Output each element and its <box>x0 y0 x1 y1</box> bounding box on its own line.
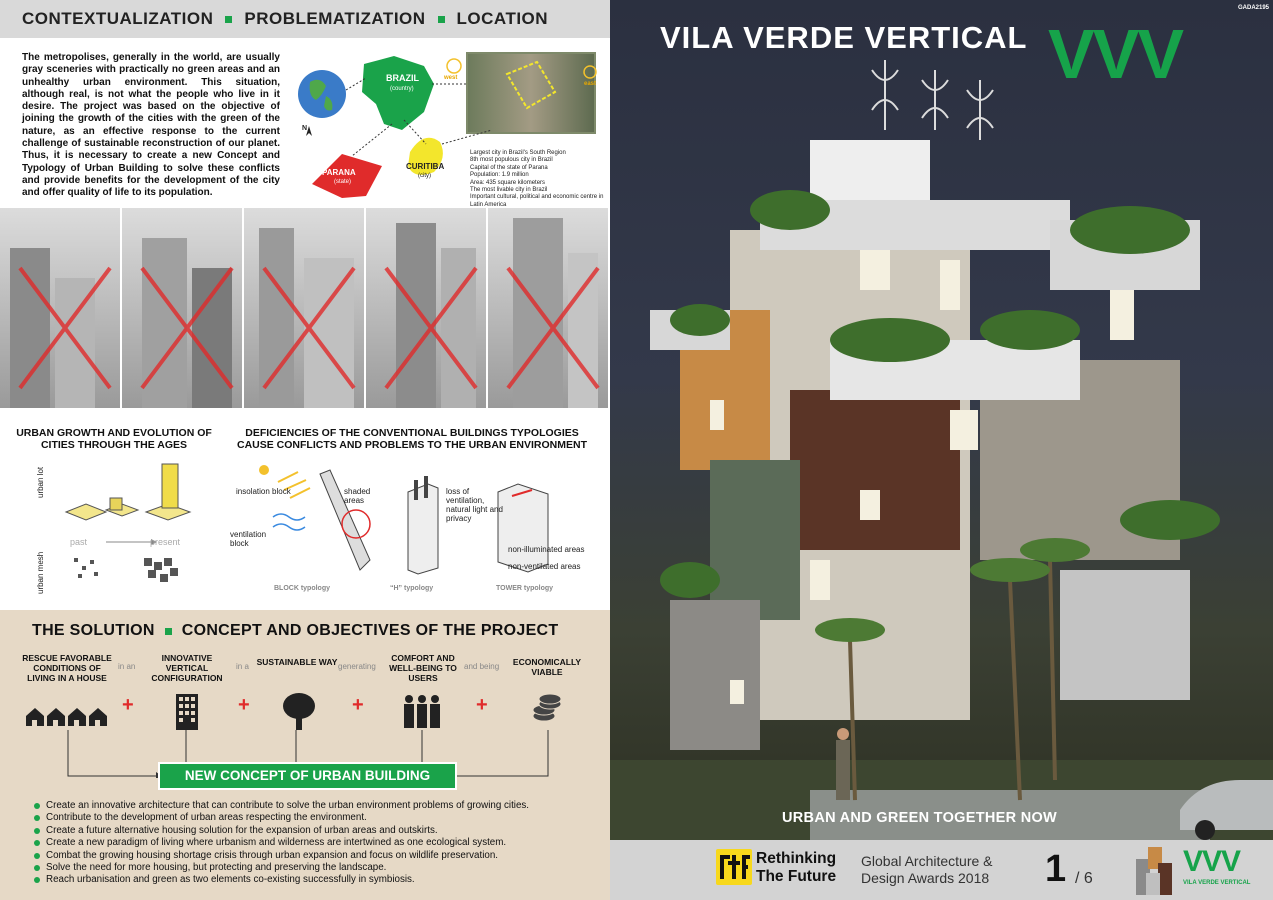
west-label: west <box>444 75 458 81</box>
connector-text: in an <box>118 662 136 671</box>
header-location: LOCATION <box>456 9 549 28</box>
h-typology-label: “H” typology <box>390 585 434 592</box>
intro-text: The metropolises, generally in the world, are usually gray sceneries with practically no green areas and an unhealthy urban environment. This situation, although real, is not what the people who live in it desire. The project was based on the objective of joining the growth of the cities with the green of the nature, as an effective response to the current challenge of sustainable reconstruction of our planet. Thus, it is necessary to create a new Concept and Typology of Urban Building to solve these conflicts and provide benefits for the development of the city and offer quality of life to its population. <box>22 52 280 199</box>
curitiba-sub: (city) <box>418 173 431 179</box>
fact-item: The most livable city in Brazil <box>470 187 548 194</box>
objective-item: RESCUE FAVORABLE CONDITIONS OF LIVING IN A HOUSE <box>22 653 112 683</box>
footer-vvv-logo: VVV <box>1183 845 1241 878</box>
page-total: / 6 <box>1075 870 1093 887</box>
brazil-label: BRAZIL <box>386 73 419 83</box>
solution-title <box>32 622 559 640</box>
objective-item: COMFORT AND WELL-BEING TO USERS <box>389 653 457 683</box>
city-photo <box>366 208 488 408</box>
section-header <box>0 0 610 38</box>
deficiencies-title: DEFICIENCIES OF THE CONVENTIONAL BUILDINGS TYPOLOGIES CAUSE CONFLICTS AND PROBLEMS TO THE URBAN ENVIRONMENT <box>236 427 587 451</box>
rtf-line2: The Future <box>756 868 837 885</box>
past-label: past <box>70 537 88 547</box>
curitiba-label: CURITIBA <box>406 162 445 171</box>
footer-vvv-sub: VILA VERDE VERTICAL <box>1183 880 1251 886</box>
rtf-name <box>756 850 836 886</box>
plus-icon: + <box>238 694 250 716</box>
bullet-item: Solve the need for more housing, but protecting and preserving the landscape. <box>34 862 529 874</box>
fact-item: Capital of the state of Parana <box>470 164 548 171</box>
non-illuminated-label: non-illuminated areas <box>508 545 585 554</box>
urban-mesh-label: urban mesh <box>36 551 45 594</box>
sun-icon <box>259 465 269 475</box>
objective-item: ECONOMICALLY VIABLE <box>512 657 582 677</box>
city-photo <box>0 208 122 408</box>
green-square-icon <box>225 16 232 23</box>
fact-item: Important cultural, political and economic centre in Latin America <box>470 194 604 208</box>
shaded-label: shaded areas <box>344 487 371 505</box>
people-icon <box>402 694 442 728</box>
sun-icon <box>447 59 461 73</box>
building-illustration <box>610 0 1273 840</box>
bullet-item: Combat the growing housing shortage crisis through urban expansion and focus on wildlife preservation. <box>34 850 529 862</box>
globe-icon <box>298 70 346 118</box>
brazil-sub: (country) <box>390 86 414 92</box>
east-label: east <box>584 81 597 87</box>
fact-item: 8th most populous city in Brazil <box>470 157 553 164</box>
growth-diagram <box>36 462 216 602</box>
plus-icon: + <box>122 694 134 716</box>
building-logo-icon <box>1132 843 1178 897</box>
loss-label: loss of ventilation, natural light and privacy <box>446 487 503 523</box>
plus-icon: + <box>476 694 488 716</box>
left-panel <box>0 0 610 900</box>
bullet-item: Create a new paradigm of living where urbanism and wilderness are intertwined as one ecological system. <box>34 837 529 849</box>
houses-icon <box>26 706 110 728</box>
objective-item: INNOVATIVE VERTICAL CONFIGURATION <box>151 653 223 683</box>
city-photo <box>244 208 366 408</box>
parana-sub: (state) <box>334 179 352 185</box>
new-concept-box: NEW CONCEPT OF URBAN BUILDING <box>158 762 457 790</box>
header-contextualization: CONTEXTUALIZATION <box>22 9 214 28</box>
objectives-bullets <box>34 800 529 887</box>
parana-label: PARANA <box>322 168 356 177</box>
bullet-item: Create an innovative architecture that can contribute to solve the urban environment problems of growing cities. <box>34 800 529 812</box>
solution-section <box>0 610 610 900</box>
award-name <box>861 853 993 887</box>
growth-title: URBAN GROWTH AND EVOLUTION OF CITIES THROUGH THE AGES <box>16 427 212 451</box>
insolation-label: insolation block <box>236 487 291 496</box>
city-photos-strip <box>0 208 610 408</box>
hero-title: VILA VERDE VERTICAL <box>660 20 1028 55</box>
rtf-logo-icon <box>716 849 752 885</box>
fact-item: Largest city in Brazil's South Region <box>470 150 566 156</box>
urban-lot-label: urban lot <box>36 466 45 498</box>
vvv-logo: VVV <box>1048 15 1183 93</box>
block-typology-label: BLOCK typology <box>274 585 330 592</box>
page-number: 1 <box>1045 848 1067 890</box>
fact-item: Population: 1.9 million <box>470 172 529 179</box>
hero-tagline: URBAN AND GREEN TOGETHER NOW <box>782 810 1058 826</box>
bullet-item: Reach urbanisation and green as two elements co-existing successfully in symbiosis. <box>34 874 529 886</box>
hero-render <box>610 0 1273 840</box>
green-square-icon <box>438 16 445 23</box>
connector-text: and being <box>464 662 500 671</box>
coins-icon <box>532 694 562 722</box>
north-label: N <box>302 125 308 132</box>
ventilation-label: ventilation block <box>230 530 267 548</box>
city-photo <box>122 208 244 408</box>
city-photo <box>488 208 610 408</box>
objective-item: SUSTAINABLE WAY <box>256 657 338 667</box>
award-line1: Global Architecture & <box>861 853 993 869</box>
tree-icon <box>282 692 316 730</box>
connector-text: generating <box>338 662 376 671</box>
building-icon <box>176 694 198 730</box>
rtf-line1: Rethinking <box>756 850 837 867</box>
plus-icon: + <box>352 694 364 716</box>
green-square-icon <box>165 628 172 635</box>
present-label: present <box>150 537 181 547</box>
non-ventilated-label: non-ventilated areas <box>508 562 581 571</box>
bullet-item: Create a future alternative housing solution for the expansion of urban areas and outskirts. <box>34 825 529 837</box>
tower-typology-label: TOWER typology <box>496 585 554 592</box>
header-problematization: PROBLEMATIZATION <box>244 9 426 28</box>
solution-title-a: THE SOLUTION <box>32 622 155 639</box>
entry-code: GADA2195 <box>1238 5 1270 11</box>
city-facts-list <box>470 150 605 209</box>
award-line2: Design Awards 2018 <box>861 870 990 886</box>
fact-item: Area: 435 square kilometers <box>470 179 546 186</box>
connector-text: in a <box>236 662 249 671</box>
bullet-item: Contribute to the development of urban areas respecting the environment. <box>34 812 529 824</box>
solution-title-b: CONCEPT AND OBJECTIVES OF THE PROJECT <box>181 622 559 639</box>
